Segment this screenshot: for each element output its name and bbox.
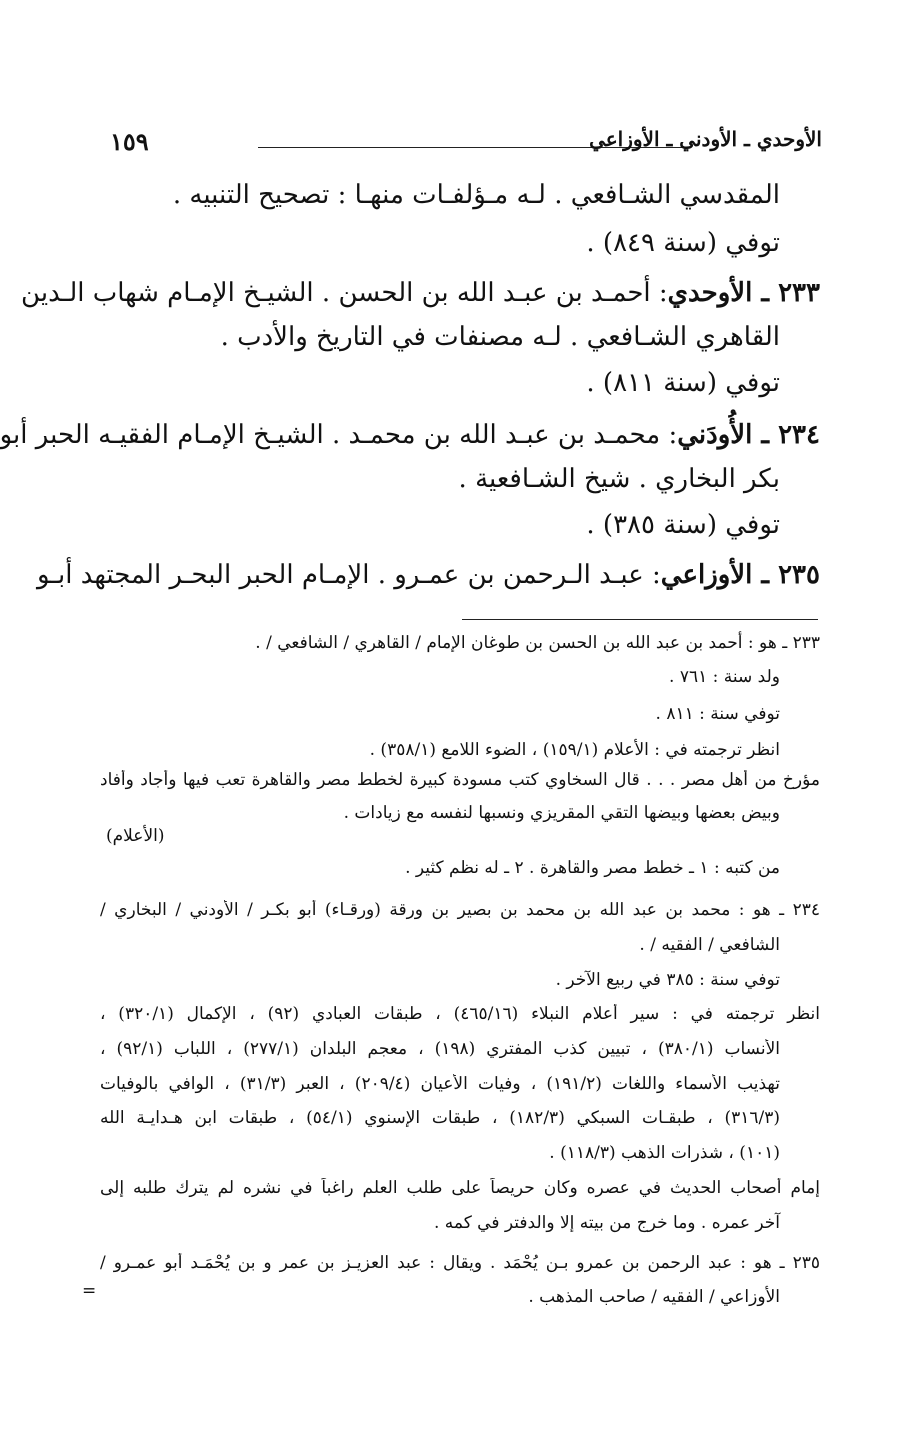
- entry-235: [37, 560, 820, 590]
- death-line: توفي (سنة ٨١١) .: [586, 368, 780, 398]
- footnote-line: الأوزاعي / الفقيه / صاحب المذهب .: [528, 1287, 780, 1307]
- source-tag: (الأعلام): [106, 826, 165, 846]
- footnote-line: الأنساب (٣٨٠/١) ، تبيين كذب المفتري (١٩٨) ، معجم البلدان (٢٧٧/١) ، اللباب (٩٢/١) ،: [100, 1039, 780, 1059]
- footnote-line: وبيض بعضها وبيضها التقي المقريزي ونسبها لنفسه مع زيادات .: [343, 803, 780, 823]
- entry-text: : عبـد الـرحمن بن عمـرو . الإمـام الحبر البحـر المجتهد أبـو: [36, 560, 661, 590]
- body-line: المقدسي الشـافعي . لـه مـؤلفـات منهـا : تصحيح التنبيه .: [172, 180, 780, 210]
- footnote-line: (١٠١) ، شذرات الذهب (١١٨/٣) .: [549, 1143, 780, 1163]
- entry-233: [21, 278, 820, 308]
- footnote-line: من كتبه : ١ ـ خطط مصر والقاهرة . ٢ ـ له نظم كثير .: [405, 858, 780, 878]
- footnote-line: انظر ترجمته في : سير أعلام النبلاء (٤٦٥/١٦) ، طبقات العبادي (٩٢) ، الإكمال (٣٢٠/١) ،: [100, 1004, 820, 1024]
- footnote-line: إمام أصحاب الحديث في عصره وكان حريصاً على طلب العلم راغباً في نشره لم يترك طلبه إلى: [100, 1178, 820, 1198]
- footnote-line: توفي سنة : ٨١١ .: [655, 704, 780, 724]
- footnote-line: توفي سنة : ٣٨٥ في ربيع الآخر .: [555, 970, 780, 990]
- body-line: القاهري الشـافعي . لـه مصنفات في التاريخ والأدب .: [220, 322, 780, 352]
- footnote-line: الشافعي / الفقيه / .: [639, 935, 780, 955]
- footnote-line: (٣١٦/٣) ، طبقـات السبكي (١٨٢/٣) ، طبقات الإسنوي (٥٤/١) ، طبقات ابن هـدايـة الله: [100, 1108, 780, 1128]
- footnote-line: ٢٣٥ ـ هو : عبد الرحمن بن عمرو بـن يُحْمَد . ويقال : عبد العزيـز بن عمر و بن يُحْمَـد أبو عمـرو /: [100, 1253, 820, 1273]
- entry-name: الأوزاعي: [660, 560, 753, 590]
- footnote-line: ٢٣٤ ـ هو : محمد بن عبد الله بن محمد بن بصير بن ورقة (ورقـاء) أبو بكـر / الأودني / البخاري /: [100, 900, 820, 920]
- body-line: بكر البخاري . شيخ الشـافعية .: [458, 464, 780, 494]
- death-line: توفي (سنة ٨٤٩) .: [586, 228, 780, 258]
- footnote-line: ولد سنة : ٧٦١ .: [669, 667, 780, 687]
- entry-name: الأُودَني: [677, 420, 753, 450]
- continuation-mark: =: [82, 1281, 97, 1301]
- entry-text: : محمـد بن عبـد الله بن محمـد . الشيـخ الإمـام الفقيـه الحبر أبو: [0, 420, 678, 450]
- page-number: ١٥٩: [110, 127, 149, 156]
- entry-number: ٢٣٣ ـ: [752, 278, 820, 308]
- entry-text: : أحمـد بن عبـد الله بن الحسن . الشيـخ الإمـام شهاب الـدين: [21, 278, 668, 308]
- footnote-line: آخر عمره . وما خرج من بيته إلا والدفتر في كمه .: [433, 1213, 780, 1233]
- entry-number: ٢٣٥ ـ: [752, 560, 820, 590]
- entry-number: ٢٣٤ ـ: [752, 420, 820, 450]
- footnote-line: انظر ترجمته في : الأعلام (١٥٩/١) ، الضوء اللامع (٣٥٨/١) .: [369, 740, 780, 760]
- entry-name: الأوحدي: [667, 278, 753, 308]
- running-header: [100, 125, 822, 161]
- footnote-line: مؤرخ من أهل مصر . . . قال السخاوي كتب مسودة كبيرة لخطط مصر والقاهرة تعب فيها وأجاد وأفاد: [100, 770, 820, 790]
- death-line: توفي (سنة ٣٨٥) .: [586, 510, 780, 540]
- entry-234: [0, 420, 820, 450]
- running-title: الأوحدي ـ الأودني ـ الأوزاعي: [589, 127, 822, 151]
- footnote-separator: [462, 619, 818, 620]
- footnote-line: تهذيب الأسماء واللغات (١٩١/٢) ، وفيات الأعيان (٢٠٩/٤) ، العبر (٣١/٣) ، الوافي بالوفيات: [100, 1074, 780, 1094]
- footnote-line: ٢٣٣ ـ هو : أحمد بن عبد الله بن الحسن بن طوغان الإمام / القاهري / الشافعي / .: [255, 633, 820, 653]
